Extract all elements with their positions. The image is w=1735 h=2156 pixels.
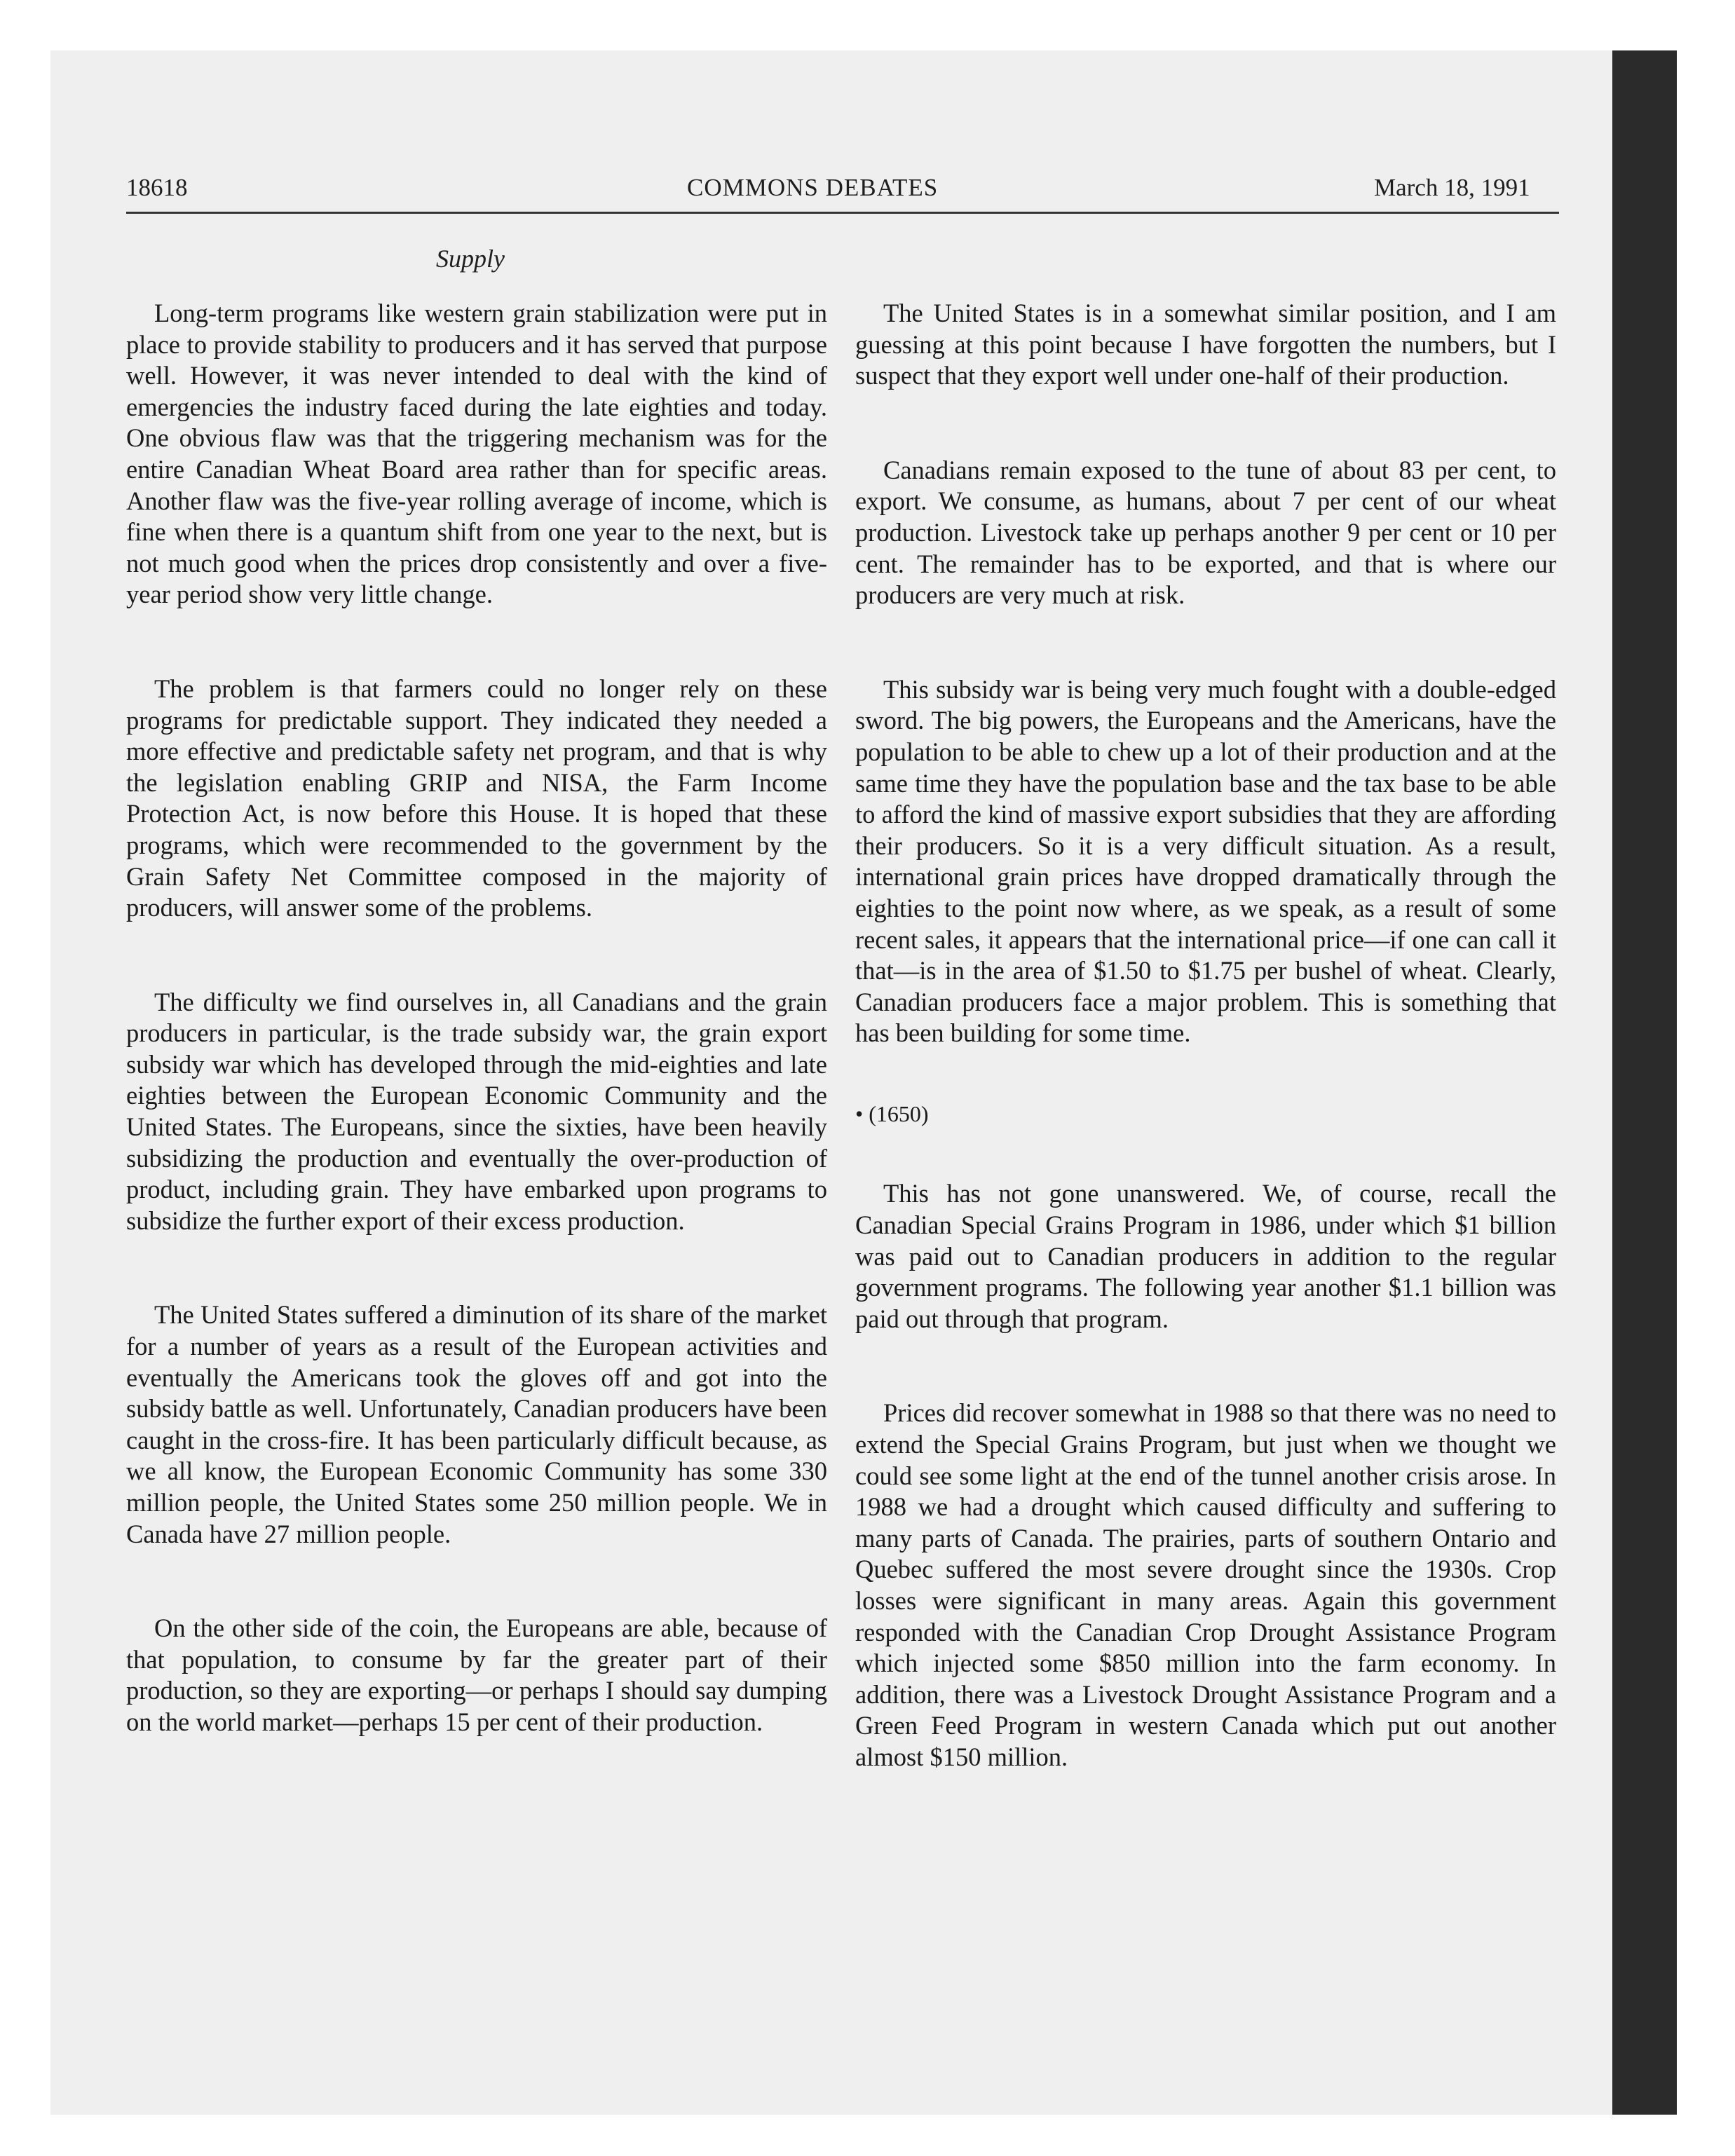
left-column (126, 298, 827, 1738)
time-marker: • (1650) (855, 1100, 929, 1126)
page-date: March 18, 1991 (1374, 174, 1530, 201)
journal-title: COMMONS DEBATES (687, 174, 939, 201)
paragraph: Canadians remain exposed to the tune of about 83 per cent, to export. We consume, as humans, about 7 per cent of our wheat production. Livestock take up perhaps another 9 per cent or 10 per cent. The remainder has to be exported, and that is where our producers are very much at risk. (855, 455, 1556, 610)
page-number: 18618 (126, 174, 188, 201)
right-column (855, 298, 1556, 1773)
section-label: Supply (436, 245, 505, 273)
header-rule (126, 212, 1559, 214)
paragraph: The United States is in a somewhat similar position, and I am guessing at this point because I have forgotten the numbers, but I suspect that they export well under one-half of their production. (855, 299, 1556, 390)
binding-edge (1612, 50, 1677, 2115)
paragraph: The United States suffered a diminution of its share of the market for a number of years as a result of the European activities and eventually the Americans took the gloves off and got into the subsidy battle as well. Unfortunately, Canadian producers have been caught in the cross-fire. It has been particularly difficult because, as we all know, the European Economic Community has some 330 million people, the United States some 250 million people. We in Canada have 27 million people. (126, 1300, 827, 1548)
paragraph: This subsidy war is being very much fought with a double-edged sword. The big powers, the Europeans and the Americans, have the population to be able to chew up a lot of their production and at the same time they have the population base and the tax base to be able to afford the kind of massive export subsidies that they are affording their producers. So it is a very difficult situation. As a result, international grain prices have dropped dramatically through the eighties to the point now where, as we speak, as a result of some recent sales, it appears that the international price—if one can call it that—is in the area of $1.50 to $1.75 per bushel of wheat. Clearly, Canadian producers face a major problem. This is something that has been building for some time. (855, 674, 1556, 1048)
paragraph: Long-term programs like western grain stabilization were put in place to provide stability to producers and it has served that purpose well. However, it was never intended to deal with the kind of emergencies the industry faced during the late eighties and today. One obvious flaw was that the triggering mechanism was for the entire Canadian Wheat Board area rather than for specific areas. Another flaw was the five-year rolling average of income, which is fine when there is a quantum shift from one year to the next, but is not much good when the prices drop consistently and over a five-year period show very little change. (126, 299, 827, 609)
paragraph: Prices did recover somewhat in 1988 so that there was no need to extend the Special Grains Program, but just when we thought we could see some light at the end of the tunnel another crisis arose. In 1988 we had a drought which caused difficulty and suffering to many parts of Canada. The prairies, parts of southern Ontario and Quebec suffered the most severe drought since the 1930s. Crop losses were significant in many areas. Again this government responded with the Canadian Crop Drought Assistance Program which injected some $850 million into the farm economy. In addition, there was a Livestock Drought Assistance Program and a Green Feed Program in western Canada which put out another almost $150 million. (855, 1398, 1556, 1771)
paragraph: The problem is that farmers could no longer rely on these programs for predictable support. They indicated they needed a more effective and predictable safety net program, and that is why the legislation enabling GRIP and NISA, the Farm Income Protection Act, is now before this House. It is hoped that these programs, which were recommended to the government by the Grain Safety Net Committee composed in the majority of producers, will answer some of the problems. (126, 674, 827, 922)
paragraph: This has not gone unanswered. We, of course, recall the Canadian Special Grains Program in 1986, under which $1 billion was paid out to Canadian producers in addition to the regular government programs. The following year another $1.1 billion was paid out through that program. (855, 1179, 1556, 1333)
paragraph: The difficulty we find ourselves in, all Canadians and the grain producers in particular, is the trade subsidy war, the grain export subsidy war which has developed through the mid-eighties and late eighties between the European Economic Community and the United States. The Europeans, since the sixties, have been heavily subsidizing the production and eventually the over-production of product, including grain. They have embarked upon programs to subsidize the further export of their excess production. (126, 987, 827, 1235)
paragraph: On the other side of the coin, the Europeans are able, because of that population, to consume by far the greater part of their production, so they are exporting—or perhaps I should say dumping on the world market—perhaps 15 per cent of their production. (126, 1613, 827, 1736)
